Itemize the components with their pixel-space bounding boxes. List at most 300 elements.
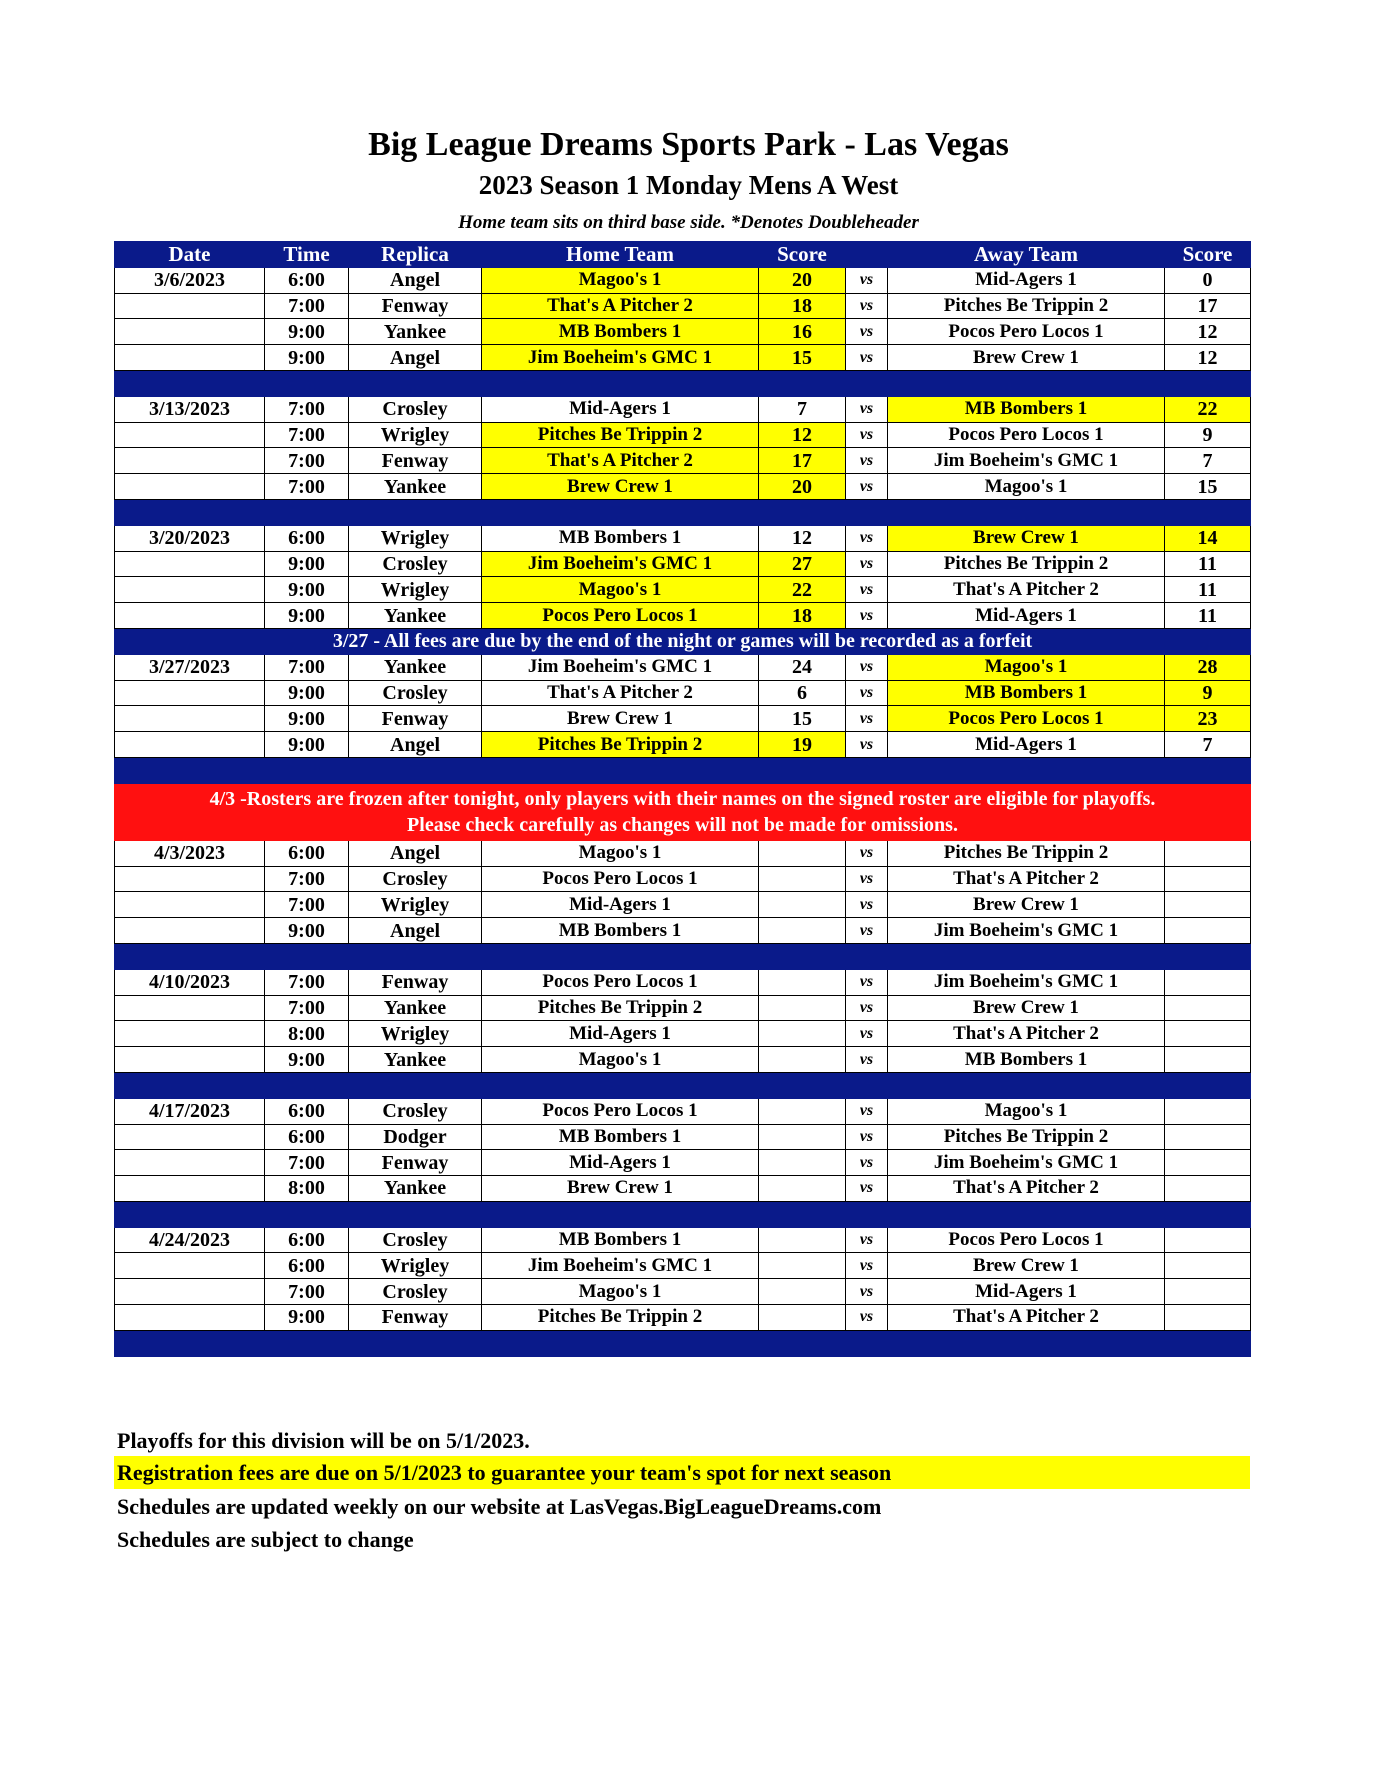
game-replica: Yankee [349,319,482,345]
home-score [759,995,846,1021]
game-replica: Dodger [349,1124,482,1150]
home-score [759,1098,846,1124]
game-row [115,1305,1251,1331]
game-replica: Wrigley [349,1021,482,1047]
vs-label: vs [846,525,888,551]
separator-cell [349,370,482,396]
separator-cell [265,1201,349,1227]
home-score [759,1150,846,1176]
game-date: 4/3/2023 [115,840,265,866]
game-date [115,892,265,918]
away-score [1165,840,1251,866]
header-time: Time [265,242,349,268]
home-score: 19 [759,732,846,758]
away-score: 12 [1165,319,1251,345]
game-time: 9:00 [265,345,349,371]
game-row [115,319,1251,345]
home-team: Pitches Be Trippin 2 [482,732,759,758]
away-score [1165,1253,1251,1279]
separator-cell [759,1330,846,1356]
away-score: 17 [1165,293,1251,319]
vs-label: vs [846,474,888,500]
game-date [115,732,265,758]
game-time: 9:00 [265,1047,349,1073]
home-score [759,1124,846,1150]
away-score: 11 [1165,603,1251,629]
home-score: 20 [759,267,846,293]
home-team: Magoo's 1 [482,840,759,866]
vs-label: vs [846,995,888,1021]
away-team: Mid-Agers 1 [888,267,1165,293]
game-row [115,345,1251,371]
separator-cell [846,1201,888,1227]
vs-label: vs [846,319,888,345]
vs-label: vs [846,969,888,995]
game-date [115,680,265,706]
home-score: 18 [759,293,846,319]
game-time: 9:00 [265,680,349,706]
separator-cell [846,757,888,783]
home-score: 6 [759,680,846,706]
game-date [115,1279,265,1305]
game-replica: Yankee [349,603,482,629]
away-team: Brew Crew 1 [888,892,1165,918]
vs-label: vs [846,577,888,603]
separator-cell [115,757,265,783]
game-time: 7:00 [265,293,349,319]
game-time: 7:00 [265,654,349,680]
home-score [759,1253,846,1279]
game-row [115,525,1251,551]
home-team: Mid-Agers 1 [482,396,759,422]
vs-label: vs [846,345,888,371]
home-score: 12 [759,525,846,551]
home-score: 17 [759,448,846,474]
game-date [115,1253,265,1279]
week-separator [115,943,1251,969]
game-replica: Fenway [349,706,482,732]
page-subtitle: 2023 Season 1 Monday Mens A West [478,170,899,200]
game-date: 3/27/2023 [115,654,265,680]
away-score: 22 [1165,396,1251,422]
game-date [115,551,265,577]
separator-cell [1165,1201,1251,1227]
home-team: Brew Crew 1 [482,706,759,732]
separator-cell [265,943,349,969]
schedule-table [114,241,1250,1357]
game-row [115,551,1251,577]
game-date [115,474,265,500]
game-date [115,603,265,629]
away-score [1165,1227,1251,1253]
separator-cell [1165,943,1251,969]
home-team: Mid-Agers 1 [482,892,759,918]
game-replica: Wrigley [349,892,482,918]
game-row [115,918,1251,944]
separator-cell [482,499,759,525]
game-time: 7:00 [265,866,349,892]
away-score: 14 [1165,525,1251,551]
game-replica: Fenway [349,969,482,995]
separator-cell [349,499,482,525]
away-score [1165,866,1251,892]
vs-label: vs [846,1305,888,1331]
away-team: Pocos Pero Locos 1 [888,1227,1165,1253]
separator-cell [888,370,1165,396]
vs-label: vs [846,396,888,422]
separator-cell [349,1330,482,1356]
home-team: MB Bombers 1 [482,1124,759,1150]
game-row [115,840,1251,866]
game-replica: Fenway [349,1150,482,1176]
away-team: Pocos Pero Locos 1 [888,706,1165,732]
game-row [115,1124,1251,1150]
separator-cell [1165,370,1251,396]
separator-cell [482,757,759,783]
separator-cell [265,1072,349,1098]
game-replica: Angel [349,918,482,944]
header-away-team: Away Team [888,242,1165,268]
home-score [759,1047,846,1073]
separator-cell [1165,757,1251,783]
home-score [759,840,846,866]
away-team: Mid-Agers 1 [888,732,1165,758]
vs-label: vs [846,1021,888,1047]
game-replica: Crosley [349,680,482,706]
game-row [115,1227,1251,1253]
game-row [115,1176,1251,1202]
header-row [115,242,1251,268]
home-score: 7 [759,396,846,422]
game-date [115,448,265,474]
home-team: That's A Pitcher 2 [482,680,759,706]
away-score [1165,918,1251,944]
away-score [1165,1021,1251,1047]
away-team: Pitches Be Trippin 2 [888,293,1165,319]
game-date [115,866,265,892]
home-team: Pocos Pero Locos 1 [482,969,759,995]
game-replica: Wrigley [349,525,482,551]
home-score: 20 [759,474,846,500]
vs-label: vs [846,293,888,319]
home-team: MB Bombers 1 [482,525,759,551]
website-note: Schedules are updated weekly on our website at LasVegas.BigLeagueDreams.com [117,1494,882,1519]
separator-cell [1165,1072,1251,1098]
separator-cell [846,499,888,525]
away-score [1165,1279,1251,1305]
home-team: MB Bombers 1 [482,918,759,944]
away-score [1165,1047,1251,1073]
away-team: Jim Boeheim's GMC 1 [888,448,1165,474]
home-score [759,866,846,892]
vs-label: vs [846,1098,888,1124]
vs-label: vs [846,1227,888,1253]
home-team: Brew Crew 1 [482,474,759,500]
game-replica: Yankee [349,995,482,1021]
vs-label: vs [846,892,888,918]
home-team: MB Bombers 1 [482,319,759,345]
home-score: 22 [759,577,846,603]
game-date: 4/17/2023 [115,1098,265,1124]
home-team: Pocos Pero Locos 1 [482,866,759,892]
game-date [115,577,265,603]
vs-label: vs [846,840,888,866]
away-team: That's A Pitcher 2 [888,577,1165,603]
game-row [115,654,1251,680]
game-replica: Angel [349,840,482,866]
home-team: Pocos Pero Locos 1 [482,603,759,629]
week-separator [115,1330,1251,1356]
game-replica: Angel [349,732,482,758]
separator-cell [482,370,759,396]
game-row [115,448,1251,474]
separator-cell [265,757,349,783]
game-time: 6:00 [265,1253,349,1279]
game-date [115,1021,265,1047]
week-separator [115,499,1251,525]
vs-label: vs [846,654,888,680]
away-score [1165,1098,1251,1124]
away-team: Pitches Be Trippin 2 [888,1124,1165,1150]
separator-cell [482,1201,759,1227]
game-date [115,422,265,448]
away-score [1165,892,1251,918]
game-date [115,293,265,319]
game-replica: Fenway [349,448,482,474]
game-row [115,1279,1251,1305]
game-row [115,577,1251,603]
away-team: That's A Pitcher 2 [888,1176,1165,1202]
home-score: 12 [759,422,846,448]
home-score [759,969,846,995]
separator-cell [265,499,349,525]
away-team: That's A Pitcher 2 [888,1305,1165,1331]
away-team: Pitches Be Trippin 2 [888,551,1165,577]
separator-cell [115,1201,265,1227]
vs-label: vs [846,603,888,629]
vs-label: vs [846,680,888,706]
game-replica: Crosley [349,551,482,577]
away-team: Jim Boeheim's GMC 1 [888,1150,1165,1176]
game-time: 9:00 [265,732,349,758]
away-team: Magoo's 1 [888,1098,1165,1124]
game-date [115,1124,265,1150]
header-vs [846,242,888,268]
game-time: 7:00 [265,1150,349,1176]
away-team: MB Bombers 1 [888,680,1165,706]
game-time: 9:00 [265,551,349,577]
vs-label: vs [846,1279,888,1305]
vs-label: vs [846,918,888,944]
away-score [1165,1150,1251,1176]
week-separator [115,757,1251,783]
game-replica: Wrigley [349,577,482,603]
home-team: Magoo's 1 [482,1279,759,1305]
vs-label: vs [846,551,888,577]
away-team: MB Bombers 1 [888,1047,1165,1073]
separator-cell [759,370,846,396]
game-date [115,918,265,944]
away-team: That's A Pitcher 2 [888,866,1165,892]
home-score [759,1305,846,1331]
separator-cell [265,1330,349,1356]
game-row [115,1150,1251,1176]
away-score [1165,969,1251,995]
game-replica: Crosley [349,396,482,422]
home-team: Jim Boeheim's GMC 1 [482,1253,759,1279]
away-score: 28 [1165,654,1251,680]
game-replica: Crosley [349,1279,482,1305]
game-time: 9:00 [265,577,349,603]
separator-cell [349,943,482,969]
separator-cell [888,1072,1165,1098]
game-row [115,293,1251,319]
game-replica: Yankee [349,1047,482,1073]
separator-cell [888,943,1165,969]
vs-label: vs [846,1047,888,1073]
separator-cell [846,1330,888,1356]
game-time: 9:00 [265,918,349,944]
game-row [115,422,1251,448]
separator-cell [115,1330,265,1356]
week-separator [115,370,1251,396]
game-replica: Crosley [349,866,482,892]
away-team: Pocos Pero Locos 1 [888,319,1165,345]
separator-cell [759,1072,846,1098]
game-replica: Angel [349,267,482,293]
away-score: 9 [1165,680,1251,706]
vs-label: vs [846,1176,888,1202]
away-team: Pocos Pero Locos 1 [888,422,1165,448]
home-team: Pitches Be Trippin 2 [482,422,759,448]
separator-cell [1165,1330,1251,1356]
change-note: Schedules are subject to change [117,1527,414,1552]
vs-label: vs [846,706,888,732]
game-date: 4/24/2023 [115,1227,265,1253]
away-team: Jim Boeheim's GMC 1 [888,969,1165,995]
game-date [115,706,265,732]
separator-cell [888,499,1165,525]
game-row [115,267,1251,293]
away-team: MB Bombers 1 [888,396,1165,422]
game-date: 3/20/2023 [115,525,265,551]
registration-note: Registration fees are due on 5/1/2023 to guarantee your team's spot for next season [114,1456,1250,1489]
vs-label: vs [846,1150,888,1176]
game-row [115,474,1251,500]
away-team: Brew Crew 1 [888,525,1165,551]
home-team: That's A Pitcher 2 [482,293,759,319]
home-score [759,918,846,944]
separator-cell [482,1072,759,1098]
home-team: Pitches Be Trippin 2 [482,1305,759,1331]
home-team: Mid-Agers 1 [482,1021,759,1047]
separator-cell [265,370,349,396]
home-team: Jim Boeheim's GMC 1 [482,551,759,577]
vs-label: vs [846,267,888,293]
away-team: Brew Crew 1 [888,345,1165,371]
away-score: 12 [1165,345,1251,371]
game-row [115,1098,1251,1124]
home-team: Brew Crew 1 [482,1176,759,1202]
separator-cell [888,757,1165,783]
separator-cell [1165,499,1251,525]
game-date: 3/6/2023 [115,267,265,293]
game-time: 6:00 [265,1124,349,1150]
schedule-note: Home team sits on third base side. *Denotes Doubleheader [458,212,919,233]
header-replica: Replica [349,242,482,268]
away-team: Brew Crew 1 [888,1253,1165,1279]
away-team: Brew Crew 1 [888,995,1165,1021]
game-time: 7:00 [265,892,349,918]
game-replica: Yankee [349,654,482,680]
game-time: 9:00 [265,603,349,629]
vs-label: vs [846,732,888,758]
separator-cell [759,943,846,969]
separator-cell [888,1330,1165,1356]
header-away-score: Score [1165,242,1251,268]
fees-banner-row [115,628,1251,654]
away-score: 23 [1165,706,1251,732]
roster-alert [115,783,1251,840]
header-date: Date [115,242,265,268]
game-time: 8:00 [265,1176,349,1202]
separator-cell [888,1201,1165,1227]
week-separator [115,1201,1251,1227]
game-time: 6:00 [265,1227,349,1253]
game-time: 6:00 [265,267,349,293]
separator-cell [759,499,846,525]
away-score [1165,995,1251,1021]
game-replica: Crosley [349,1227,482,1253]
away-score [1165,1124,1251,1150]
home-team: Jim Boeheim's GMC 1 [482,654,759,680]
game-time: 7:00 [265,1279,349,1305]
away-score [1165,1176,1251,1202]
game-replica: Wrigley [349,1253,482,1279]
home-score: 18 [759,603,846,629]
away-team: Jim Boeheim's GMC 1 [888,918,1165,944]
away-score: 11 [1165,551,1251,577]
game-row [115,1253,1251,1279]
home-score [759,1176,846,1202]
game-time: 7:00 [265,995,349,1021]
away-score: 7 [1165,448,1251,474]
separator-cell [115,943,265,969]
home-score [759,892,846,918]
home-score [759,1021,846,1047]
away-score [1165,1305,1251,1331]
header-home-score: Score [759,242,846,268]
away-team: Mid-Agers 1 [888,603,1165,629]
game-row [115,396,1251,422]
game-replica: Angel [349,345,482,371]
game-date [115,345,265,371]
game-replica: Fenway [349,293,482,319]
game-row [115,969,1251,995]
game-time: 6:00 [265,840,349,866]
separator-cell [846,1072,888,1098]
game-date [115,995,265,1021]
game-row [115,680,1251,706]
game-date [115,1176,265,1202]
game-row [115,732,1251,758]
game-time: 6:00 [265,1098,349,1124]
roster-alert-row [115,783,1251,840]
home-team: Pitches Be Trippin 2 [482,995,759,1021]
home-team: Magoo's 1 [482,577,759,603]
game-row [115,866,1251,892]
game-replica: Fenway [349,1305,482,1331]
